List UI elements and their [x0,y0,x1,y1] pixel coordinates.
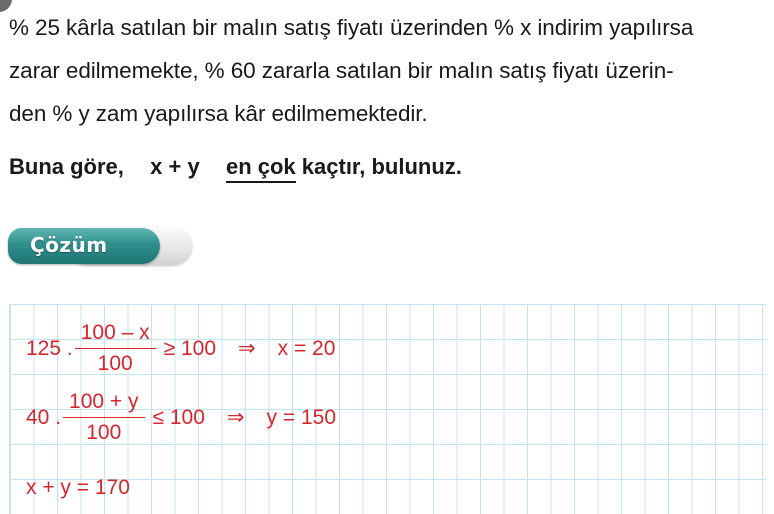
eq2-relation: ≤ 100 [152,405,205,429]
question-expression: x + y [150,154,200,179]
question [9,154,462,180]
eq2-fraction [63,390,144,445]
equation-1 [26,321,335,376]
eq1-coefficient: 125 . [26,336,73,360]
problem-line-1: % 25 kârla satılan bir malın satış fiyatı üzerinden % x indirim yapılırsa [9,15,694,40]
question-emphasis: en çok [226,154,296,183]
solution-badge-label: Çözüm [30,233,108,257]
eq1-fraction [75,321,156,376]
equation-3 [26,476,130,500]
equation-2 [26,390,336,445]
problem-line-3: den % y zam yapılırsa kâr edilmemektedir. [9,101,428,126]
solution-badge [8,226,194,268]
eq1-implies-arrow: ⇒ [238,337,256,360]
eq2-numerator: 100 + y [69,390,139,413]
question-suffix: kaçtır, bulunuz. [301,154,462,179]
eq1-numerator: 100 – x [80,321,150,344]
question-prefix: Buna göre, [9,154,124,179]
eq2-denominator: 100 [63,417,144,445]
problem-statement [9,6,771,135]
problem-line-2: zarar edilmemekte, % 60 zararla satılan bir malın satış fiyatı üzerin- [9,58,674,83]
eq1-relation: ≥ 100 [163,336,217,360]
eq2-implies-arrow: ⇒ [226,406,245,429]
eq2-coefficient: 40 . [26,405,62,429]
eq1-denominator: 100 [75,348,156,376]
eq2-result: y = 150 [266,405,337,429]
eq3-result: x + y = 170 [26,476,130,499]
eq1-result: x = 20 [277,336,336,360]
